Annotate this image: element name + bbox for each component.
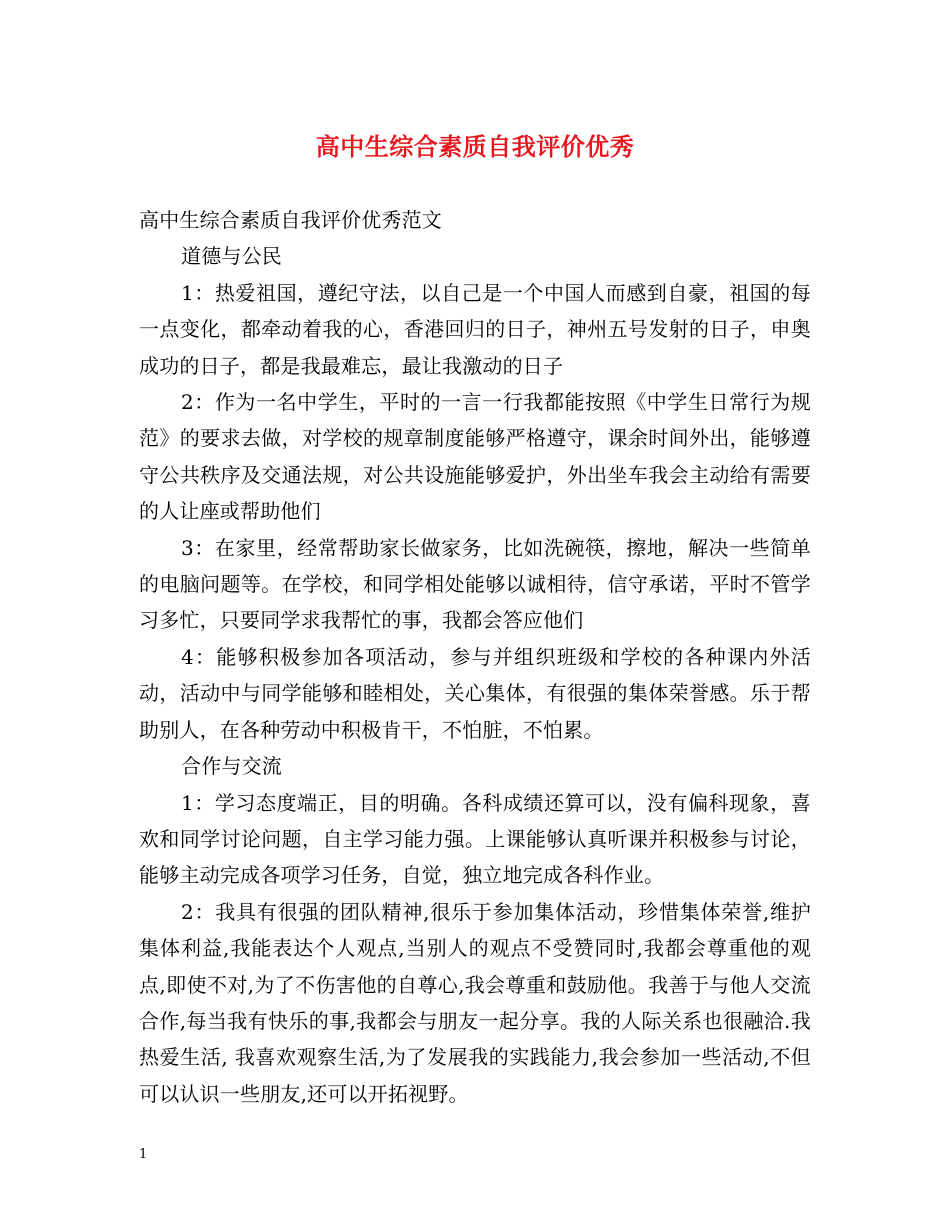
subtitle-paragraph: 高中生综合素质自我评价优秀范文 bbox=[139, 208, 442, 232]
document-title: 高中生综合素质自我评价优秀 bbox=[315, 132, 635, 161]
section-heading-cooperation: 合作与交流 bbox=[181, 754, 282, 779]
paragraph-morality-4: 4：能够积极参加各项活动，参与并组织班级和学校的各种课内外活动，活动中与同学能够和睦相处，关心集体，有很强的集体荣誉感。乐于帮助别人，在各种劳动中积极肯干，不怕脏，不怕累。 bbox=[139, 644, 811, 742]
paragraph-morality-3: 3：在家里，经常帮助家长做家务，比如洗碗筷，擦地，解决一些简单的电脑问题等。在学校，和同学相处能够以诚相待，信守承诺，平时不管学习多忙，只要同学求我帮忙的事，我都会答应他们 bbox=[139, 535, 811, 633]
paragraph-cooperation-2: 2：我具有很强的团队精神,很乐于参加集体活动，珍惜集体荣誉,维护集体利益,我能表达个人观点,当别人的观点不受赞同时,我都会尊重他的观点,即使不对,为了不伤害他的自尊心,我会尊重和鼓励他。我善于与他人交流合作,每当我有快乐的事,我都会与朋友一起分享。我的人际关系也很融洽.我热爱生活, 我喜欢观察生活,为了发展我的实践能力,我会参加一些活动,不但可以认识一些朋友,还可以开拓视野。 bbox=[139, 899, 811, 1106]
page-number: 1 bbox=[139, 1147, 148, 1162]
paragraph-morality-2: 2：作为一名中学生，平时的一言一行我都能按照《中学生日常行为规范》的要求去做，对学校的规章制度能够严格遵守，课余时间外出，能够遵守公共秩序及交通法规，对公共设施能够爱护，外出坐车我会主动给有需要的人让座或帮助他们 bbox=[139, 390, 811, 524]
section-heading-morality: 道德与公民 bbox=[181, 244, 282, 269]
paragraph-morality-1: 1：热爱祖国，遵纪守法，以自己是一个中国人而感到自豪，祖国的每一点变化，都牵动着我的心，香港回归的日子，神州五号发射的日子，申奥成功的日子，都是我最难忘，最让我激动的日子 bbox=[139, 280, 811, 378]
paragraph-cooperation-1: 1：学习态度端正，目的明确。各科成绩还算可以，没有偏科现象，喜欢和同学讨论问题，自主学习能力强。上课能够认真听课并积极参与讨论，能够主动完成各项学习任务，自觉，独立地完成各科作业。 bbox=[139, 790, 811, 888]
document-body bbox=[139, 202, 811, 1112]
